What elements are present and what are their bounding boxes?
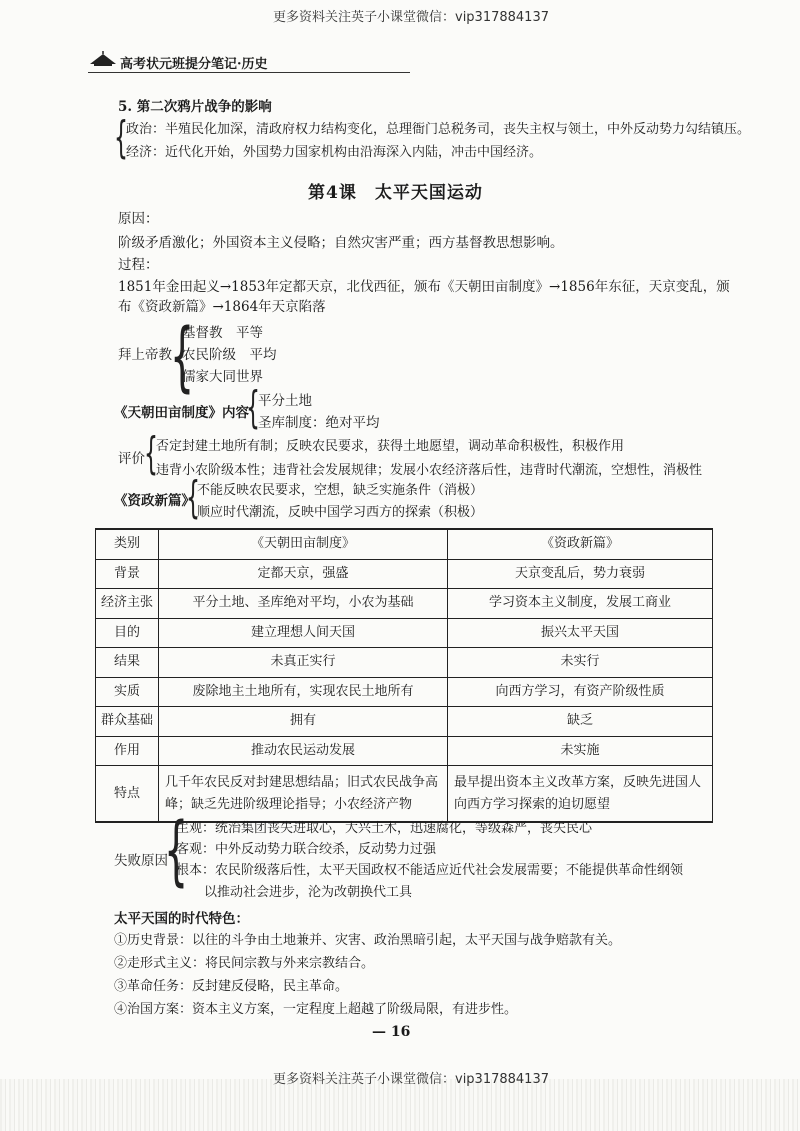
table-cell: 向西方学习，有资产阶级性质 — [448, 677, 713, 707]
tianchao-item: 圣库制度：绝对平均 — [258, 415, 380, 431]
evaluation-item: 否定封建土地所有制；反映农民要求，获得土地愿望，调动革命积极性，积极作用 — [156, 439, 625, 454]
table-cell: 缺乏 — [448, 707, 713, 737]
features-item: ④治国方案：资本主义方案，一定程度上超越了阶级局限，有进步性。 — [114, 1002, 518, 1017]
table-cell: 学习资本主义制度，发展工商业 — [448, 589, 713, 619]
table-cell: 未实行 — [448, 648, 713, 678]
table-cell: 背景 — [96, 559, 159, 589]
header-rule — [88, 72, 410, 73]
zizheng-brace: { — [186, 472, 200, 523]
features-item: ②走形式主义：将民间宗教与外来宗教结合。 — [114, 956, 375, 971]
process-label: 过程： — [118, 257, 159, 273]
god-worship-item: 儒家大同世界 — [182, 369, 263, 385]
zizheng-item: 不能反映农民要求，空想，缺乏实施条件（消极） — [197, 483, 484, 498]
table-cell: 未实施 — [448, 736, 713, 766]
header-title: 高考状元班提分笔记·历史 — [120, 57, 268, 72]
evaluation-brace: { — [144, 428, 158, 479]
god-worship-item: 基督教 平等 — [182, 325, 263, 341]
table-cell: 未真正实行 — [159, 648, 448, 678]
table-cell: 平分土地、圣库绝对平均，小农为基础 — [159, 589, 448, 619]
cause-label: 原因： — [118, 211, 159, 227]
table-row — [96, 736, 713, 766]
table-row — [96, 707, 713, 737]
evaluation-label: 评价 — [118, 451, 145, 467]
table-cell: 目的 — [96, 618, 159, 648]
table-row — [96, 589, 713, 619]
table-cell: 群众基础 — [96, 707, 159, 737]
table-row — [96, 677, 713, 707]
evaluation-item: 违背小农阶级本性；违背社会发展规律；发展小农经济落后性，违背时代潮流，空想性，消极性 — [156, 463, 703, 478]
failure-brace: { — [164, 805, 189, 894]
table-row — [96, 618, 713, 648]
failure-item: 根本：农民阶级落后性，太平天国政权不能适应近代社会发展需要；不能提供革命性纲领 — [176, 863, 684, 878]
features-item: ③革命任务：反封建反侵略，民主革命。 — [114, 979, 349, 994]
table-row — [96, 559, 713, 589]
god-worship-item: 农民阶级 平均 — [182, 347, 277, 363]
watermark-top: 更多资料关注英子小课堂微信：vip317884137 — [273, 10, 549, 25]
table-cell: 作用 — [96, 736, 159, 766]
table-cell: 经济主张 — [96, 589, 159, 619]
zizheng-label: 《资政新篇》 — [114, 493, 195, 509]
section5-brace: { — [114, 112, 128, 163]
table-header-cell: 《天朝田亩制度》 — [159, 529, 448, 559]
table-cell: 推动农民运动发展 — [159, 736, 448, 766]
tianchao-brace: { — [246, 382, 260, 433]
watermark-bottom: 更多资料关注英子小课堂微信：vip317884137 — [273, 1072, 549, 1087]
god-worship-label: 拜上帝教 — [118, 347, 172, 363]
comparison-table — [95, 528, 713, 823]
zizheng-item: 顺应时代潮流，反映中国学习西方的探索（积极） — [197, 505, 484, 520]
failure-item: 以推动社会进步，沦为改朝换代工具 — [204, 885, 413, 900]
cause-text: 阶级矛盾激化；外国资本主义侵略；自然灾害严重；西方基督教思想影响。 — [118, 235, 564, 251]
failure-label: 失败原因 — [114, 853, 168, 869]
table-cell: 建立理想人间天国 — [159, 618, 448, 648]
table-cell: 振兴太平天国 — [448, 618, 713, 648]
table-cell: 天京变乱后，势力衰弱 — [448, 559, 713, 589]
table-row — [96, 648, 713, 678]
tianchao-item: 平分土地 — [258, 393, 312, 409]
features-item: ①历史背景：以往的斗争由土地兼并、灾害、政治黑暗引起，太平天国与战争赔款有关。 — [114, 933, 622, 948]
table-cell: 结果 — [96, 648, 159, 678]
process-line2: 布《资政新篇》→1864年天京陷落 — [118, 299, 326, 315]
section5-politics: 政治：半殖民化加深，清政府权力结构变化，总理衙门总税务司，丧失主权与领土，中外反动势力勾结镇压。 — [126, 122, 751, 137]
section5-economy: 经济：近代化开始，外国势力国家机构由沿海深入内陆，冲击中国经济。 — [126, 145, 543, 160]
table-cell: 实质 — [96, 677, 159, 707]
table-cell: 最早提出资本主义改革方案，反映先进国人向西方学习探索的迫切愿望 — [448, 766, 713, 823]
table-header-cell: 《资政新篇》 — [448, 529, 713, 559]
page-number: — 16 — [372, 1024, 411, 1040]
section5-heading: 5. 第二次鸦片战争的影响 — [118, 99, 272, 115]
table-cell: 特点 — [96, 766, 159, 823]
features-heading: 太平天国的时代特色： — [114, 911, 249, 927]
lesson-title: 第4课 太平天国运动 — [308, 183, 483, 203]
table-cell: 几千年农民反对封建思想结晶；旧式农民战争高峰；缺乏先进阶级理论指导；小农经济产物 — [159, 766, 448, 823]
header-logo-icon — [88, 50, 118, 68]
failure-item: 主观：统治集团丧失进取心，大兴土木，迅速腐化，等级森严，丧失民心 — [176, 821, 593, 836]
table-cell: 定都天京，强盛 — [159, 559, 448, 589]
table-cell: 废除地主土地所有，实现农民土地所有 — [159, 677, 448, 707]
table-header-cell: 类别 — [96, 529, 159, 559]
table-cell: 拥有 — [159, 707, 448, 737]
table-header-row — [96, 529, 713, 559]
failure-item: 客观：中外反动势力联合绞杀，反动势力过强 — [176, 842, 437, 857]
god-worship-brace: { — [170, 311, 195, 400]
process-line1: 1851年金田起义→1853年定都天京，北伐西征，颁布《天朝田亩制度》→1856年东征，天京变乱，颁 — [118, 279, 730, 295]
tianchao-label: 《天朝田亩制度》内容 — [114, 405, 249, 421]
